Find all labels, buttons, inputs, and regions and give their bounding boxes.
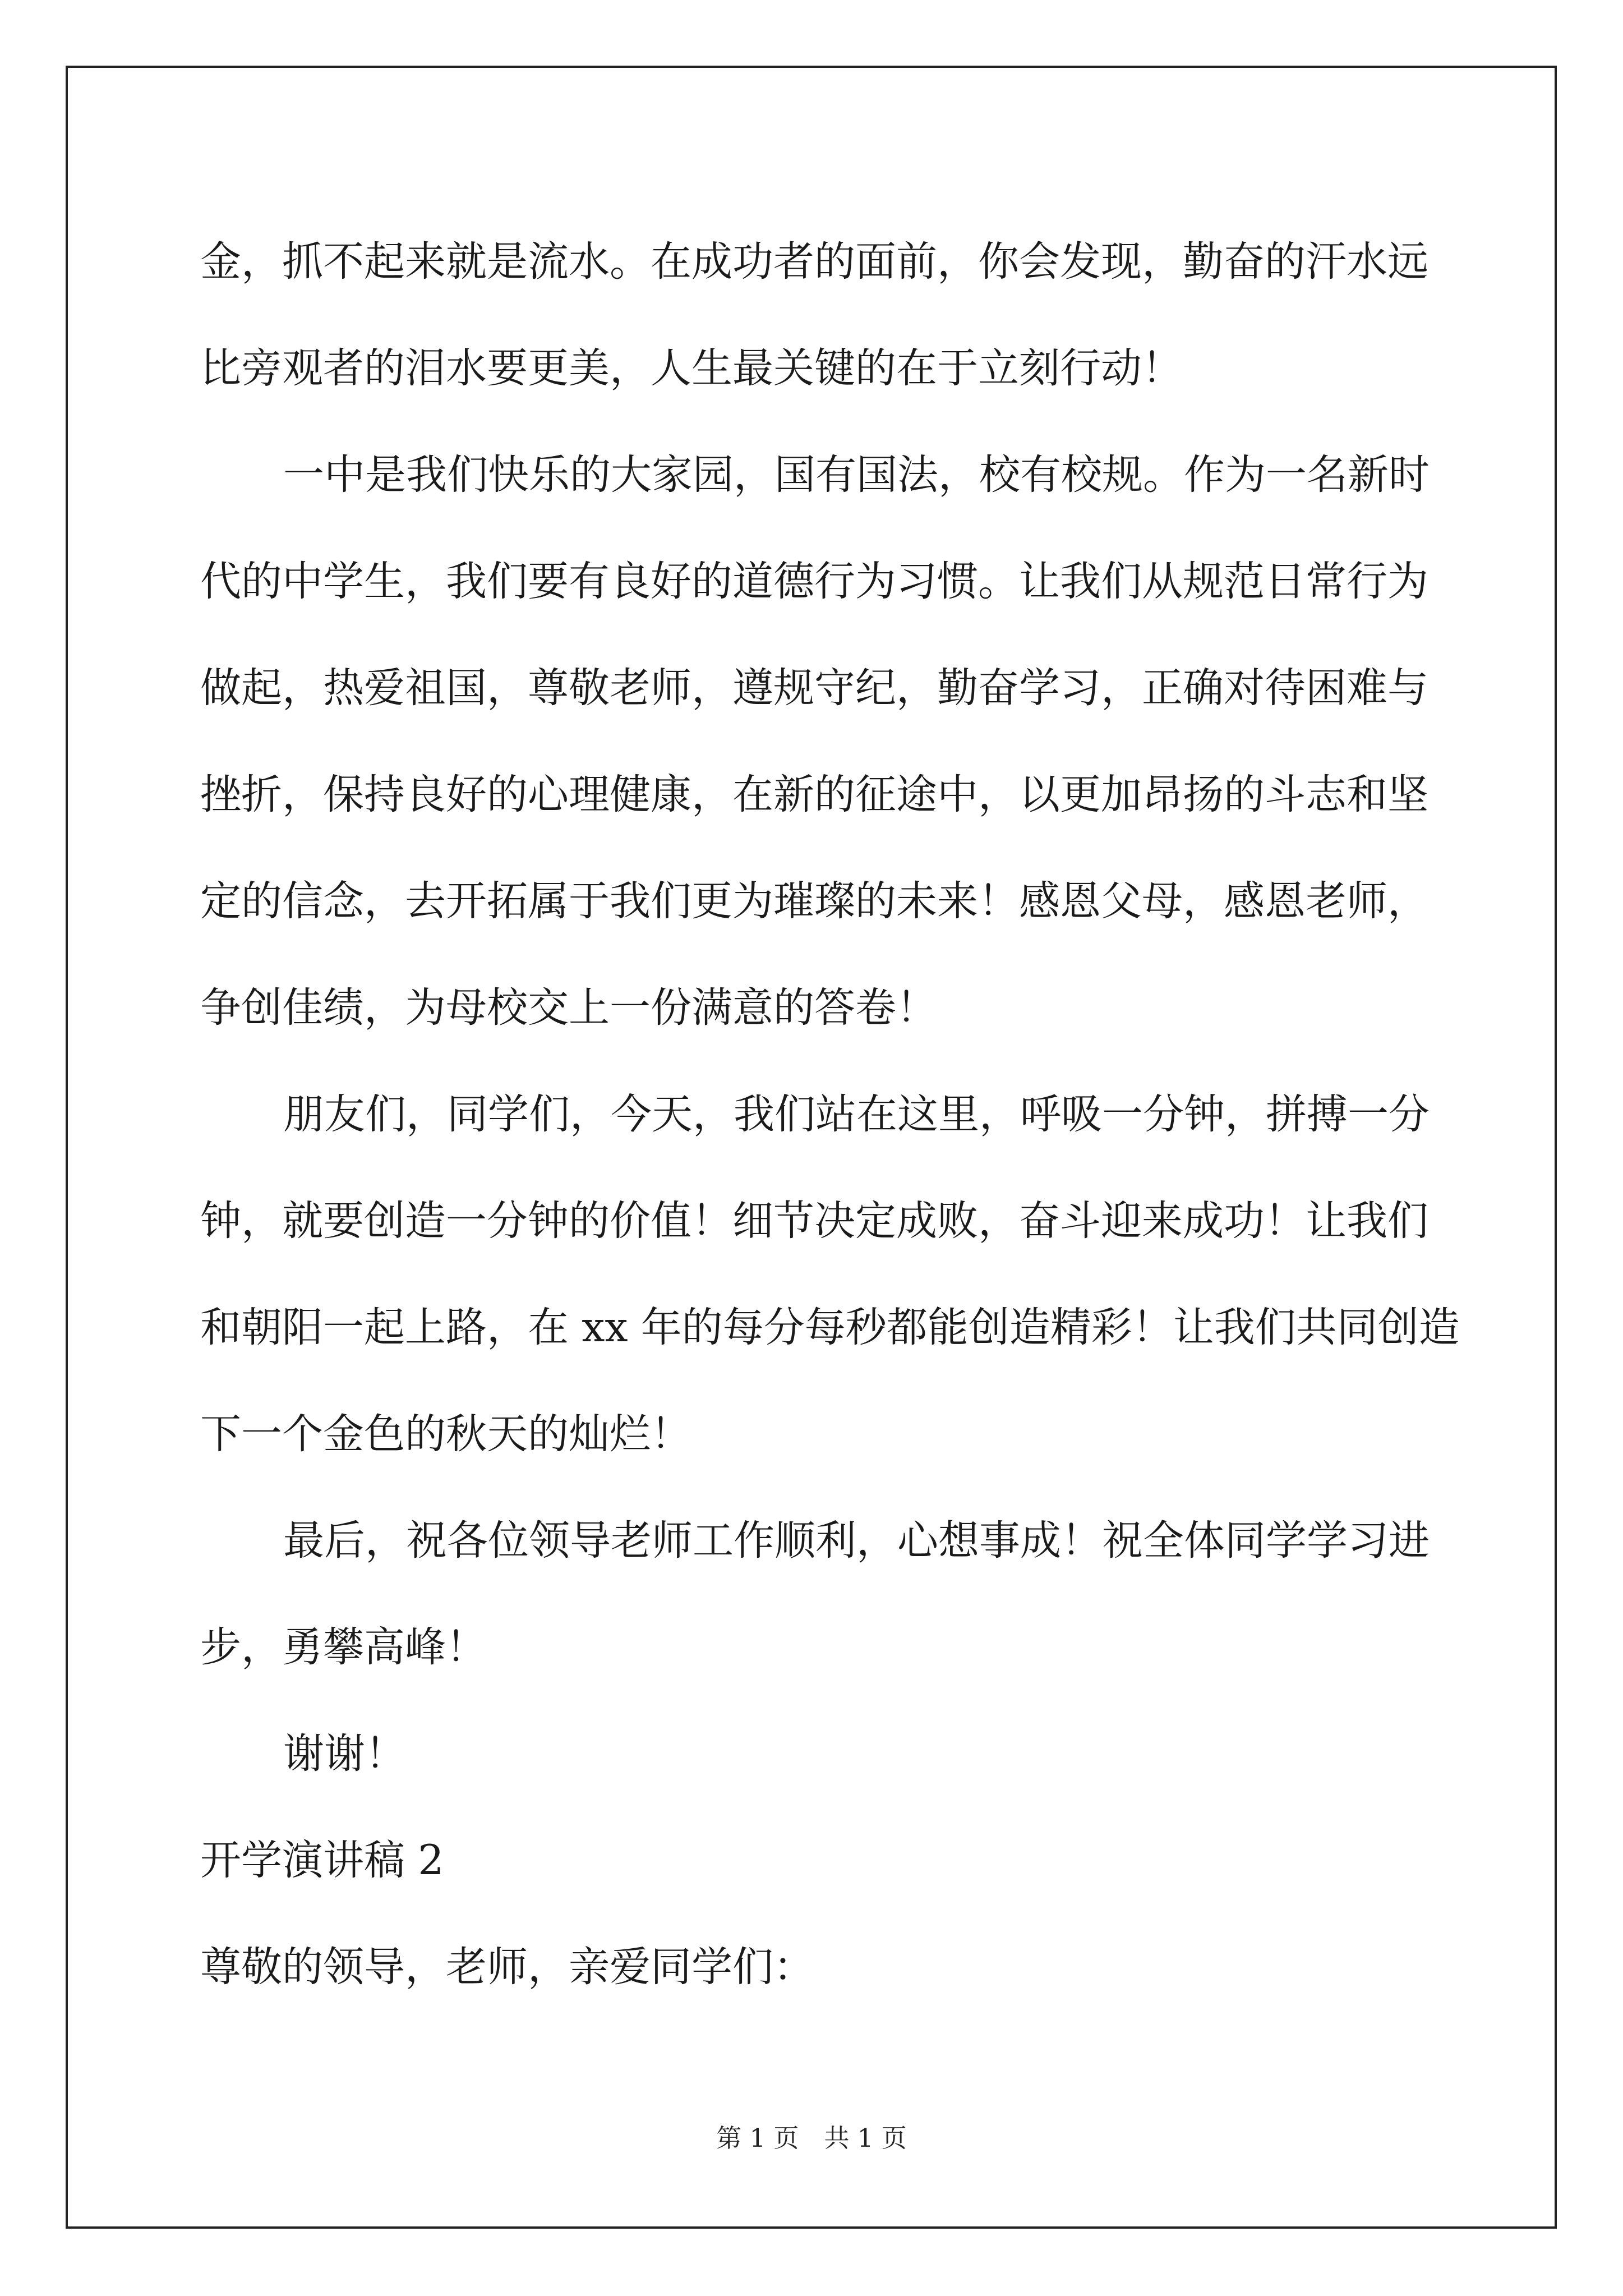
paragraph-line: 一中是我们快乐的大家园，国有国法，校有校规。作为一名新时 (283, 451, 1430, 499)
paragraph-line: 朋友们，同学们，今天，我们站在这里，呼吸一分钟，拼搏一分 (283, 1091, 1430, 1138)
document-body (200, 209, 1460, 2021)
page-footer: 第 1 页 共 1 页 (716, 2123, 907, 2153)
paragraph-line: 挫折，保持良好的心理健康，在新的征途中，以更加昂扬的斗志和坚 (200, 771, 1428, 818)
section-heading: 开学演讲稿 2 (200, 1837, 444, 1884)
paragraph-line: 金，抓不起来就是流水。在成功者的面前，你会发现，勤奋的汗水远 (200, 238, 1428, 286)
paragraph-line: 和朝阳一起上路，在 xx 年的每分每秒都能创造精彩！让我们共同创造 (200, 1304, 1460, 1351)
paragraph-line: 钟，就要创造一分钟的价值！细节决定成败，奋斗迎来成功！让我们 (200, 1197, 1428, 1245)
salutation: 尊敬的领导，老师，亲爱同学们： (200, 1943, 814, 1991)
paragraph-line: 代的中学生，我们要有良好的道德行为习惯。让我们从规范日常行为 (200, 558, 1428, 605)
paragraph-line: 最后，祝各位领导老师工作顺利，心想事成！祝全体同学学习进 (283, 1517, 1430, 1565)
paragraph-line: 谢谢！ (283, 1730, 406, 1778)
paragraph-line: 步，勇攀高峰！ (200, 1623, 487, 1671)
paragraph-line: 争创佳绩，为母校交上一份满意的答卷！ (200, 984, 937, 1032)
paragraph-line: 下一个金色的秋天的灿烂！ (200, 1410, 691, 1458)
paragraph-line: 做起，热爱祖国，尊敬老师，遵规守纪，勤奋学习，正确对待困难与 (200, 664, 1428, 712)
paragraph-line: 比旁观者的泪水要更美，人生最关键的在于立刻行动！ (200, 344, 1183, 392)
paragraph-line: 定的信念，去开拓属于我们更为璀璨的未来！感恩父母，感恩老师， (200, 877, 1428, 925)
